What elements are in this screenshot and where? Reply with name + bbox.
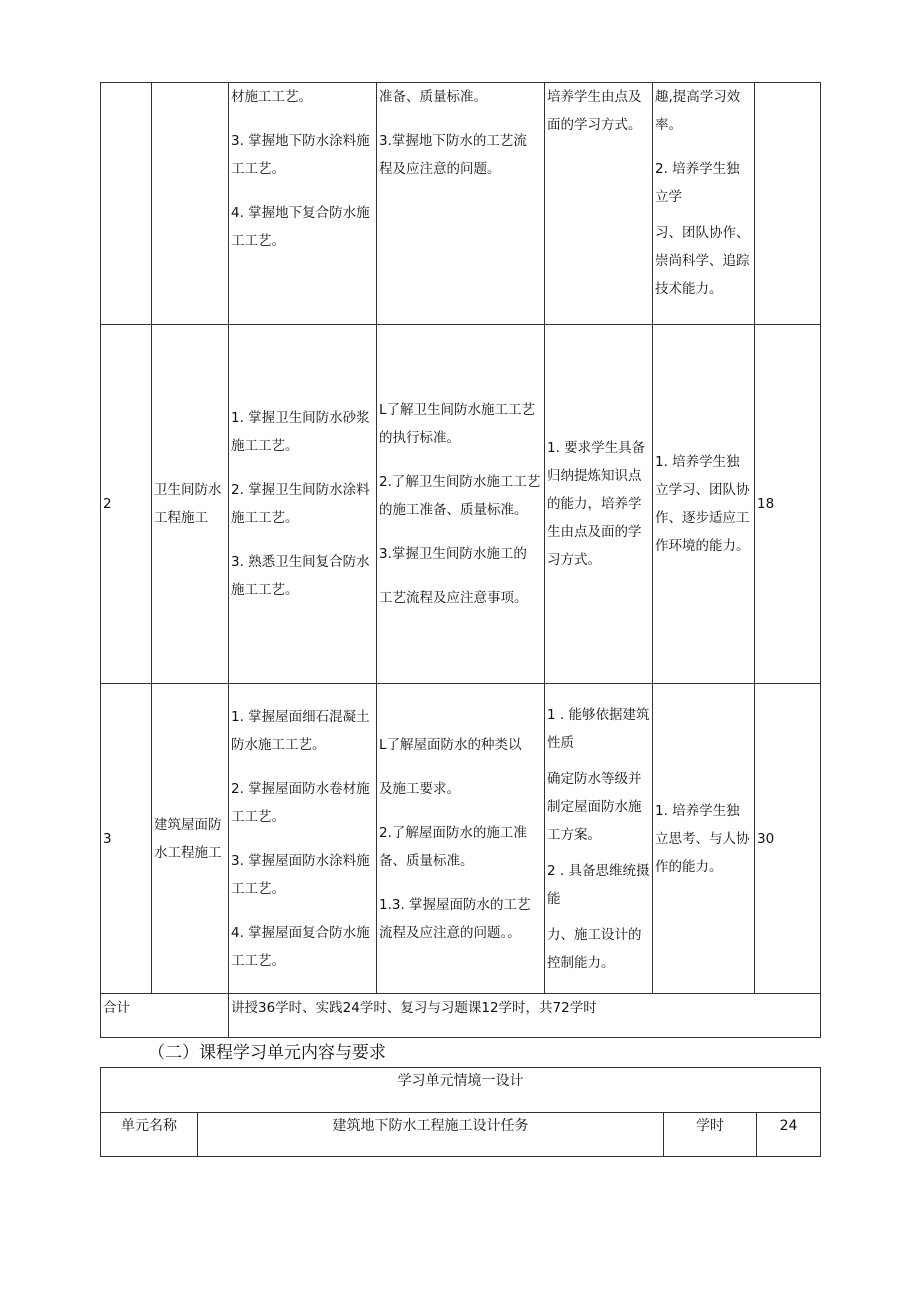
list-item: 3. 熟悉卫生间复合防水施工工艺。 — [231, 554, 370, 598]
list-item: 工艺流程及应注意事项。 — [379, 590, 528, 606]
unit-number-cell: 2 — [101, 325, 152, 684]
section-heading: （二）课程学习单元内容与要求 — [148, 1043, 386, 1063]
list-item: 确定防水等级并制定屋面防水施工方案。 — [547, 770, 642, 843]
unit-name-cell: 建筑屋面防水工程施工 — [152, 684, 229, 994]
list-item: 2. 培养学生独立学 — [655, 161, 740, 205]
unit-design-table — [100, 1067, 821, 1157]
table-row — [101, 994, 821, 1038]
list-item: 2. 掌握卫生间防水涂料施工工艺。 — [231, 482, 370, 526]
list-item: 4. 掌握屋面复合防水施工工艺。 — [231, 924, 370, 969]
list-item: 1. 掌握屋面细石混凝土防水施工工艺。 — [231, 708, 370, 753]
list-item: 趣,提高学习效率。 — [655, 89, 741, 133]
list-item: 力、施工设计的控制能力。 — [547, 926, 642, 971]
knowledge-objectives-cell — [377, 325, 545, 684]
total-label: 合计 — [101, 994, 229, 1038]
list-item: 2 . 具备思维统摄能 — [547, 862, 650, 907]
knowledge-objectives-cell — [377, 83, 545, 325]
quality-objectives-cell — [653, 325, 755, 684]
list-item: 1. 掌握卫生间防水砂浆施工工艺。 — [231, 410, 370, 454]
list-item: 1 . 能够依据建筑性质 — [547, 706, 650, 751]
course-units-table — [100, 82, 821, 1038]
unit-number-cell — [101, 83, 152, 325]
list-item: 程及应注意的问题。 — [379, 161, 501, 177]
list-item: 1.3. 掌握屋面防水的工艺流程及应注意的问题。。 — [379, 896, 531, 941]
hours-value: 24 — [757, 1113, 821, 1157]
list-item: 1. 培养学生独立思考、与人协作的能力。 — [655, 802, 750, 875]
unit-name-label: 单元名称 — [101, 1113, 198, 1157]
list-item: 习、团队协作、崇尚科学、追踪技术能力。 — [655, 225, 750, 297]
skill-objectives-cell — [229, 83, 377, 325]
unit-number-cell: 3 — [101, 684, 152, 994]
table-row — [101, 1113, 821, 1157]
list-item: 4. 掌握地下复合防水施工工艺。 — [231, 205, 370, 249]
knowledge-objectives-cell — [377, 684, 545, 994]
quality-objectives-cell — [653, 684, 755, 994]
list-item: 3.掌握地下防水的工艺流 — [379, 133, 527, 149]
list-item: 1. 要求学生具备归纳提炼知识点的能力，培养学生由点及面的学习方式。 — [547, 440, 646, 568]
unit-name-cell — [152, 83, 229, 325]
table-row — [101, 83, 821, 325]
quality-objectives-cell — [653, 83, 755, 325]
list-item: 及施工要求。 — [379, 780, 460, 797]
unit-name-value: 建筑地下防水工程施工设计任务 — [198, 1113, 664, 1157]
list-item: 3. 掌握屋面防水涂料施工工艺。 — [231, 852, 370, 897]
hours-cell — [755, 83, 821, 325]
table-row — [101, 684, 821, 994]
ability-objectives-cell — [545, 83, 653, 325]
list-item: 1. 培养学生独立学习、团队协作、逐步适应工作环境的能力。 — [655, 454, 750, 554]
list-item: 2. 掌握屋面防水卷材施工工艺。 — [231, 780, 370, 825]
total-summary: 讲授36学时、实践24学时、复习与习题课12学时，共72学时 — [229, 994, 821, 1038]
unit-name-cell: 卫生间防水工程施工 — [152, 325, 229, 684]
hours-label: 学时 — [664, 1113, 757, 1157]
hours-cell: 30 — [755, 684, 821, 994]
list-item: 2.了解屋面防水的施工准备、质量标准。 — [379, 824, 527, 869]
list-item: 材施工工艺。 — [231, 89, 312, 105]
list-item: 培养学生由点及面的学习方式。 — [547, 89, 642, 133]
hours-cell: 18 — [755, 325, 821, 684]
list-item: L了解卫生间防水施工工艺的执行标准。 — [379, 402, 536, 446]
list-item: 3.掌握卫生间防水施工的 — [379, 546, 527, 562]
skill-objectives-cell — [229, 325, 377, 684]
list-item: 准备、质量标准。 — [379, 89, 487, 105]
table-row — [101, 1068, 821, 1113]
list-item: L了解屋面防水的种类以 — [379, 736, 522, 753]
ability-objectives-cell — [545, 684, 653, 994]
skill-objectives-cell — [229, 684, 377, 994]
list-item: 3. 掌握地下防水涂料施工工艺。 — [231, 133, 370, 177]
ability-objectives-cell — [545, 325, 653, 684]
list-item: 2.了解卫生间防水施工工艺的施工准备、质量标准。 — [379, 474, 541, 518]
table-row — [101, 325, 821, 684]
unit-design-title: 学习单元情境一设计 — [101, 1068, 821, 1113]
